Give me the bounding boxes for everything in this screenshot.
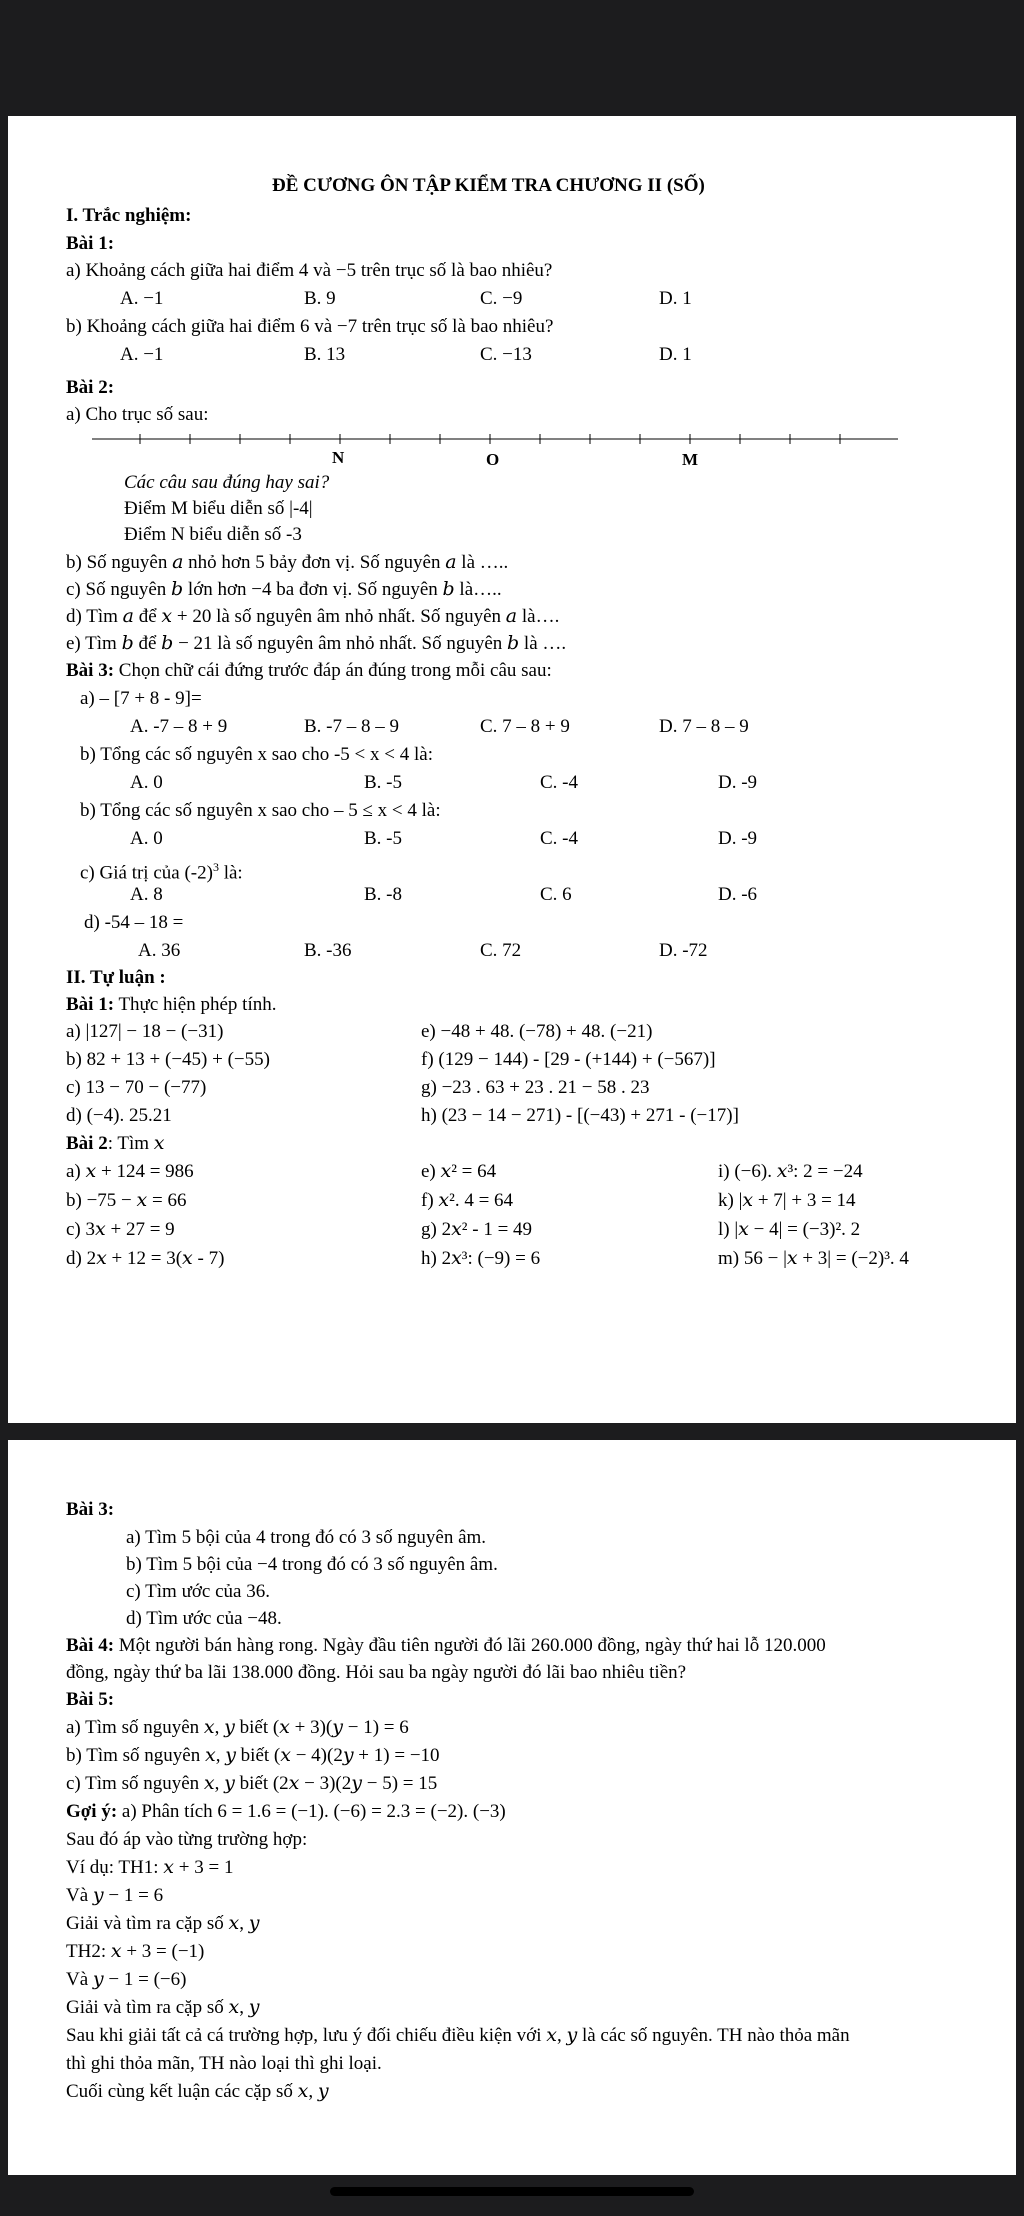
- option: B. -7 – 8 – 9: [304, 716, 399, 737]
- question: b) Khoảng cách giữa hai điểm 6 và −7 trên trục số là bao nhiêu?: [66, 316, 554, 337]
- option: C. −13: [480, 344, 532, 365]
- option: D. -6: [718, 884, 758, 905]
- exercise-heading: Bài 3:: [66, 1499, 115, 1520]
- exercise-heading: [66, 659, 552, 683]
- question: a) Khoảng cách giữa hai điểm 4 và −5 trên trục số là bao nhiêu?: [66, 260, 553, 281]
- question: [80, 855, 243, 885]
- option: C. -4: [540, 828, 578, 849]
- equation: e) 𝑥² = 64: [421, 1161, 497, 1182]
- option: C. 7 – 8 + 9: [480, 716, 570, 737]
- section-heading: II. Tự luận :: [66, 967, 166, 988]
- exercise-label: Bài 1:: [66, 994, 115, 1015]
- exercise-heading: [66, 1132, 165, 1156]
- doc-title: ĐỀ CƯƠNG ÔN TẬP KIỂM TRA CHƯƠNG II (SỐ): [272, 175, 705, 196]
- axis-label-o: O: [486, 450, 500, 469]
- question: b) Tổng các số nguyên x sao cho -5 < x < 4 là:: [80, 744, 433, 765]
- question: b) Số nguyên 𝑎 nhỏ hơn 5 bảy đơn vị. Số nguyên 𝑎 là …..: [66, 552, 509, 573]
- equation: d) 2𝑥 + 12 = 3(𝑥 - 7): [66, 1248, 225, 1269]
- equation: g) 2𝑥² - 1 = 49: [421, 1219, 533, 1240]
- exponent: 3: [212, 860, 219, 874]
- question: a) – [7 + 8 - 9]=: [80, 688, 202, 709]
- option: A. −1: [120, 344, 164, 365]
- paragraph: Cuối cùng kết luận các cặp số 𝑥, 𝑦: [66, 2081, 329, 2102]
- option: D. 1: [659, 344, 692, 365]
- paragraph: thì ghi thỏa mãn, TH nào loại thì ghi loại.: [66, 2053, 382, 2074]
- equation: h) 2𝑥³: (−9) = 6: [421, 1248, 541, 1269]
- option: C. 72: [480, 940, 522, 961]
- question-text: c) Giá trị của (-2): [80, 862, 213, 884]
- option: D. -9: [718, 828, 758, 849]
- question: e) Tìm 𝑏 để 𝑏 − 21 là số nguyên âm nhỏ nhất. Số nguyên 𝑏 là ….: [66, 633, 567, 654]
- exercise-heading: Bài 1:: [66, 233, 115, 254]
- question: a) Tìm số nguyên 𝑥, 𝑦 biết (𝑥 + 3)(𝑦 − 1) = 6: [66, 1717, 409, 1738]
- expression: a) |127| − 18 − (−31): [66, 1021, 224, 1042]
- equation: a) 𝑥 + 124 = 986: [66, 1161, 194, 1182]
- paragraph: Sau đó áp vào từng trường hợp:: [66, 1829, 308, 1850]
- expression: c) 13 − 70 − (−77): [66, 1077, 207, 1098]
- exercise-text: Chọn chữ cái đứng trước đáp án đúng trong mỗi câu sau:: [114, 660, 552, 681]
- question: b) Tổng các số nguyên x sao cho – 5 ≤ x < 4 là:: [80, 800, 441, 821]
- paragraph: Ví dụ: TH1: 𝑥 + 3 = 1: [66, 1857, 234, 1878]
- exercise-label: Bài 4:: [66, 1635, 115, 1656]
- statement: Điểm N biểu diễn số -3: [124, 524, 302, 545]
- exercise-text: Thực hiện phép tính.: [114, 994, 277, 1015]
- hint: [66, 1800, 506, 1824]
- question: d) -54 – 18 =: [84, 912, 184, 933]
- option: D. 1: [659, 288, 692, 309]
- paragraph: Và 𝑦 − 1 = 6: [66, 1885, 164, 1906]
- option: A. 0: [130, 772, 163, 793]
- section-heading: I. Trắc nghiệm:: [66, 205, 192, 226]
- option: B. 13: [304, 344, 346, 365]
- list-item: b) Tìm 5 bội của −4 trong đó có 3 số nguyên âm.: [126, 1554, 498, 1575]
- expression: f) (129 − 144) - [29 - (+144) + (−567)]: [421, 1049, 716, 1070]
- question: a) Cho trục số sau:: [66, 404, 209, 425]
- expression: h) (23 − 14 − 271) - [(−43) + 271 - (−17)]: [421, 1105, 739, 1126]
- paragraph: Và 𝑦 − 1 = (−6): [66, 1969, 187, 1990]
- option: C. −9: [480, 288, 523, 309]
- equation: l) |𝑥 − 4| = (−3)². 2: [718, 1219, 861, 1240]
- expression: b) 82 + 13 + (−45) + (−55): [66, 1049, 270, 1070]
- option: D. 7 – 8 – 9: [659, 716, 749, 737]
- equation: k) |𝑥 + 7| + 3 = 14: [718, 1190, 856, 1211]
- paragraph: TH2: 𝑥 + 3 = (−1): [66, 1941, 205, 1962]
- option: B. -5: [364, 772, 402, 793]
- option: A. 36: [138, 940, 181, 961]
- option: A. 0: [130, 828, 163, 849]
- exercise-text: : Tìm 𝑥: [107, 1133, 165, 1154]
- home-indicator[interactable]: [330, 2187, 694, 2196]
- option: B. -5: [364, 828, 402, 849]
- document-page-2: [8, 1440, 1016, 2175]
- equation: b) −75 − 𝑥 = 66: [66, 1190, 187, 1211]
- hint-text: a) Phân tích 6 = 1.6 = (−1). (−6) = 2.3 = (−2). (−3): [117, 1801, 506, 1822]
- equation: c) 3𝑥 + 27 = 9: [66, 1219, 175, 1240]
- list-item: c) Tìm ước của 36.: [126, 1581, 270, 1602]
- option: B. 9: [304, 288, 336, 309]
- axis-label-m: M: [682, 450, 699, 469]
- option: D. -9: [718, 772, 758, 793]
- option: C. 6: [540, 884, 572, 905]
- axis-label-n: N: [332, 448, 345, 467]
- option: A. −1: [120, 288, 164, 309]
- exercise-label: Bài 3:: [66, 660, 115, 681]
- exercise-heading: [66, 1634, 826, 1658]
- exercise-heading: [66, 993, 276, 1017]
- option: D. -72: [659, 940, 708, 961]
- option: B. -36: [304, 940, 352, 961]
- equation: i) (−6). 𝑥³: 2 = −24: [718, 1161, 863, 1182]
- question: c) Tìm số nguyên 𝑥, 𝑦 biết (2𝑥 − 3)(2𝑦 − 5) = 15: [66, 1773, 438, 1794]
- expression: d) (−4). 25.21: [66, 1105, 172, 1126]
- exercise-text: Một người bán hàng rong. Ngày đầu tiên người đó lãi 260.000 đồng, ngày thứ hai lỗ 120.000: [114, 1635, 826, 1656]
- list-item: a) Tìm 5 bội của 4 trong đó có 3 số nguyên âm.: [126, 1527, 487, 1548]
- question: d) Tìm 𝑎 để 𝑥 + 20 là số nguyên âm nhỏ nhất. Số nguyên 𝑎 là….: [66, 606, 560, 627]
- hint-label: Gợi ý:: [66, 1801, 118, 1822]
- expression: g) −23 . 63 + 23 . 21 − 58 . 23: [421, 1077, 650, 1098]
- paragraph: Giải và tìm ra cặp số 𝑥, 𝑦: [66, 1997, 260, 2018]
- paragraph: đồng, ngày thứ ba lãi 138.000 đồng. Hỏi sau ba ngày người đó lãi bao nhiêu tiền?: [66, 1662, 687, 1683]
- paragraph: Giải và tìm ra cặp số 𝑥, 𝑦: [66, 1913, 260, 1934]
- question: Các câu sau đúng hay sai?: [124, 472, 330, 493]
- question-text: là:: [218, 862, 243, 884]
- equation: m) 56 − |𝑥 + 3| = (−2)³. 4: [718, 1248, 909, 1269]
- paragraph: Sau khi giải tất cả cá trường hợp, lưu ý đối chiếu điều kiện với 𝑥, 𝑦 là các số nguyên. TH nào thỏa mãn: [66, 2025, 850, 2046]
- statement: Điểm M biểu diễn số |-4|: [124, 498, 313, 519]
- option: A. -7 – 8 + 9: [130, 716, 228, 737]
- expression: e) −48 + 48. (−78) + 48. (−21): [421, 1021, 653, 1042]
- exercise-heading: Bài 5:: [66, 1689, 115, 1710]
- option: B. -8: [364, 884, 402, 905]
- document-page-1: [8, 116, 1016, 1423]
- question: c) Số nguyên 𝑏 lớn hơn −4 ba đơn vị. Số nguyên 𝑏 là…..: [66, 579, 502, 600]
- exercise-heading: Bài 2:: [66, 377, 115, 398]
- option: A. 8: [130, 884, 163, 905]
- equation: f) 𝑥². 4 = 64: [421, 1190, 514, 1211]
- option: C. -4: [540, 772, 578, 793]
- question: b) Tìm số nguyên 𝑥, 𝑦 biết (𝑥 − 4)(2𝑦 + 1) = −10: [66, 1745, 440, 1766]
- exercise-label: Bài 2: [66, 1133, 108, 1154]
- number-line: [92, 430, 898, 450]
- list-item: d) Tìm ước của −48.: [126, 1608, 282, 1629]
